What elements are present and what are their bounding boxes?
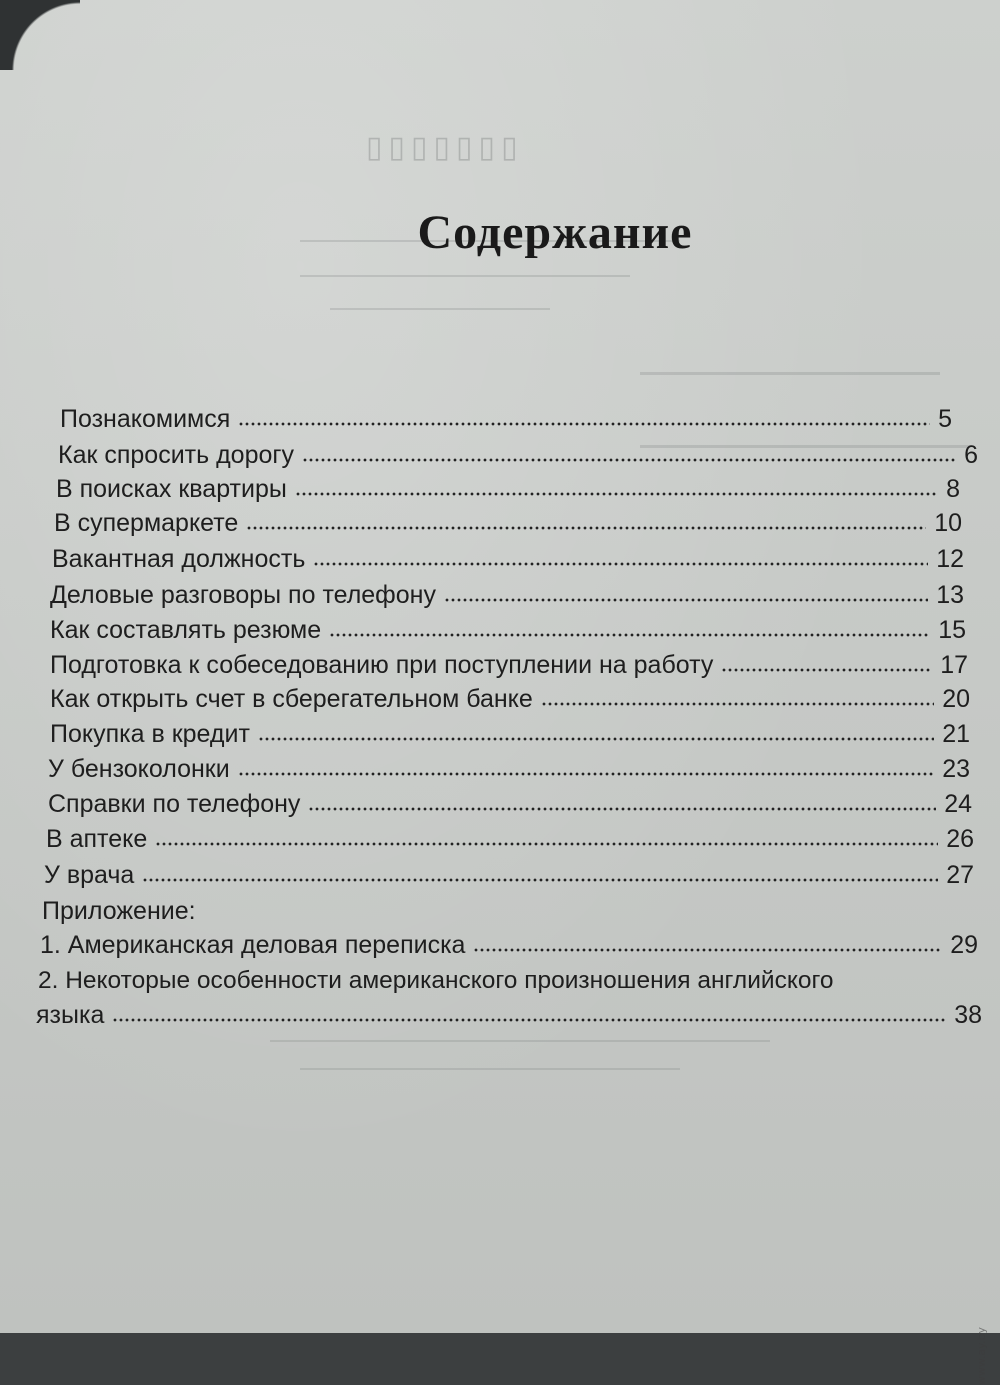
appendix-entry-line: 2. Некоторые особенности американского произношения английского — [38, 967, 834, 994]
appendix-heading: Приложение: — [42, 897, 196, 925]
watermark: www.ay.by — [975, 1327, 988, 1385]
toc-entry-label: В поисках квартиры — [56, 475, 287, 503]
toc-entry — [60, 404, 952, 434]
toc-entry-page: 5 — [938, 405, 952, 433]
toc-entry-page: 12 — [936, 545, 964, 573]
toc-entry — [50, 684, 970, 714]
dot-leader — [238, 422, 930, 426]
toc-entry-page: 13 — [936, 581, 964, 609]
toc-entry-label: Справки по телефону — [48, 790, 301, 818]
toc-entry — [50, 650, 968, 680]
page-title: Содержание — [417, 206, 693, 259]
toc-entry — [52, 544, 964, 574]
toc-entry-label: В аптеке — [46, 825, 148, 853]
dot-leader — [112, 1018, 946, 1022]
toc-entry-label: Подготовка к собеседованию при поступлении на работу — [50, 651, 714, 679]
toc-entry-page: 15 — [938, 616, 966, 644]
toc-entry — [54, 508, 962, 538]
toc-entry — [50, 719, 970, 749]
appendix-entry — [40, 930, 978, 960]
toc-entry — [44, 860, 974, 890]
toc-entry-label: В супермаркете — [54, 509, 239, 537]
appendix-entry — [36, 1000, 982, 1030]
dot-leader — [473, 948, 942, 952]
toc-entry — [56, 474, 960, 504]
toc-entry-page: 38 — [954, 1001, 982, 1029]
dot-leader — [258, 737, 934, 741]
toc-entry-page: 10 — [934, 509, 962, 537]
toc-entry-page: 26 — [946, 825, 974, 853]
dot-leader — [155, 842, 938, 846]
toc-entry-label: 1. Американская деловая переписка — [40, 931, 466, 959]
toc-entry-page: 20 — [942, 685, 970, 713]
dot-leader — [444, 598, 928, 602]
dot-leader — [541, 702, 934, 706]
toc-entry-page: 17 — [940, 651, 968, 679]
bleed-through-text: ▯▯▯▯▯▯▯ — [360, 131, 518, 164]
dot-leader — [329, 633, 930, 637]
toc-entry-label: Как открыть счет в сберегательном банке — [50, 685, 533, 713]
toc-entry-label: языка — [36, 1001, 105, 1029]
dot-leader — [142, 878, 938, 882]
dot-leader — [308, 807, 936, 811]
toc-entry — [48, 754, 970, 784]
toc-entry-page: 6 — [964, 441, 978, 469]
toc-entry-label: Вакантная должность — [52, 545, 306, 573]
toc-entry-page: 27 — [946, 861, 974, 889]
dot-leader — [238, 772, 934, 776]
toc-entry-page: 8 — [946, 475, 960, 503]
toc-entry-page: 24 — [944, 790, 972, 818]
toc-entry-page: 21 — [942, 720, 970, 748]
dot-leader — [246, 526, 926, 530]
dot-leader — [721, 668, 932, 672]
toc-entry — [48, 789, 972, 819]
dot-leader — [313, 562, 928, 566]
toc-entry-page: 29 — [950, 931, 978, 959]
dot-leader — [295, 492, 938, 496]
toc-entry-label: У врача — [44, 861, 135, 889]
toc-entry-label: У бензоколонки — [48, 755, 230, 783]
toc-entry-label: Познакомимся — [60, 405, 231, 433]
dot-leader — [302, 458, 956, 462]
toc-entry-label: Деловые разговоры по телефону — [50, 581, 436, 609]
toc-entry-label: Как спросить дорогу — [58, 441, 294, 469]
toc-entry-page: 23 — [942, 755, 970, 783]
toc-entry — [58, 440, 978, 470]
toc-entry-label: Как составлять резюме — [50, 616, 322, 644]
toc-entry — [50, 580, 964, 610]
toc-entry-label: Покупка в кредит — [50, 720, 250, 748]
toc-entry — [50, 615, 966, 645]
toc-entry — [46, 824, 974, 854]
